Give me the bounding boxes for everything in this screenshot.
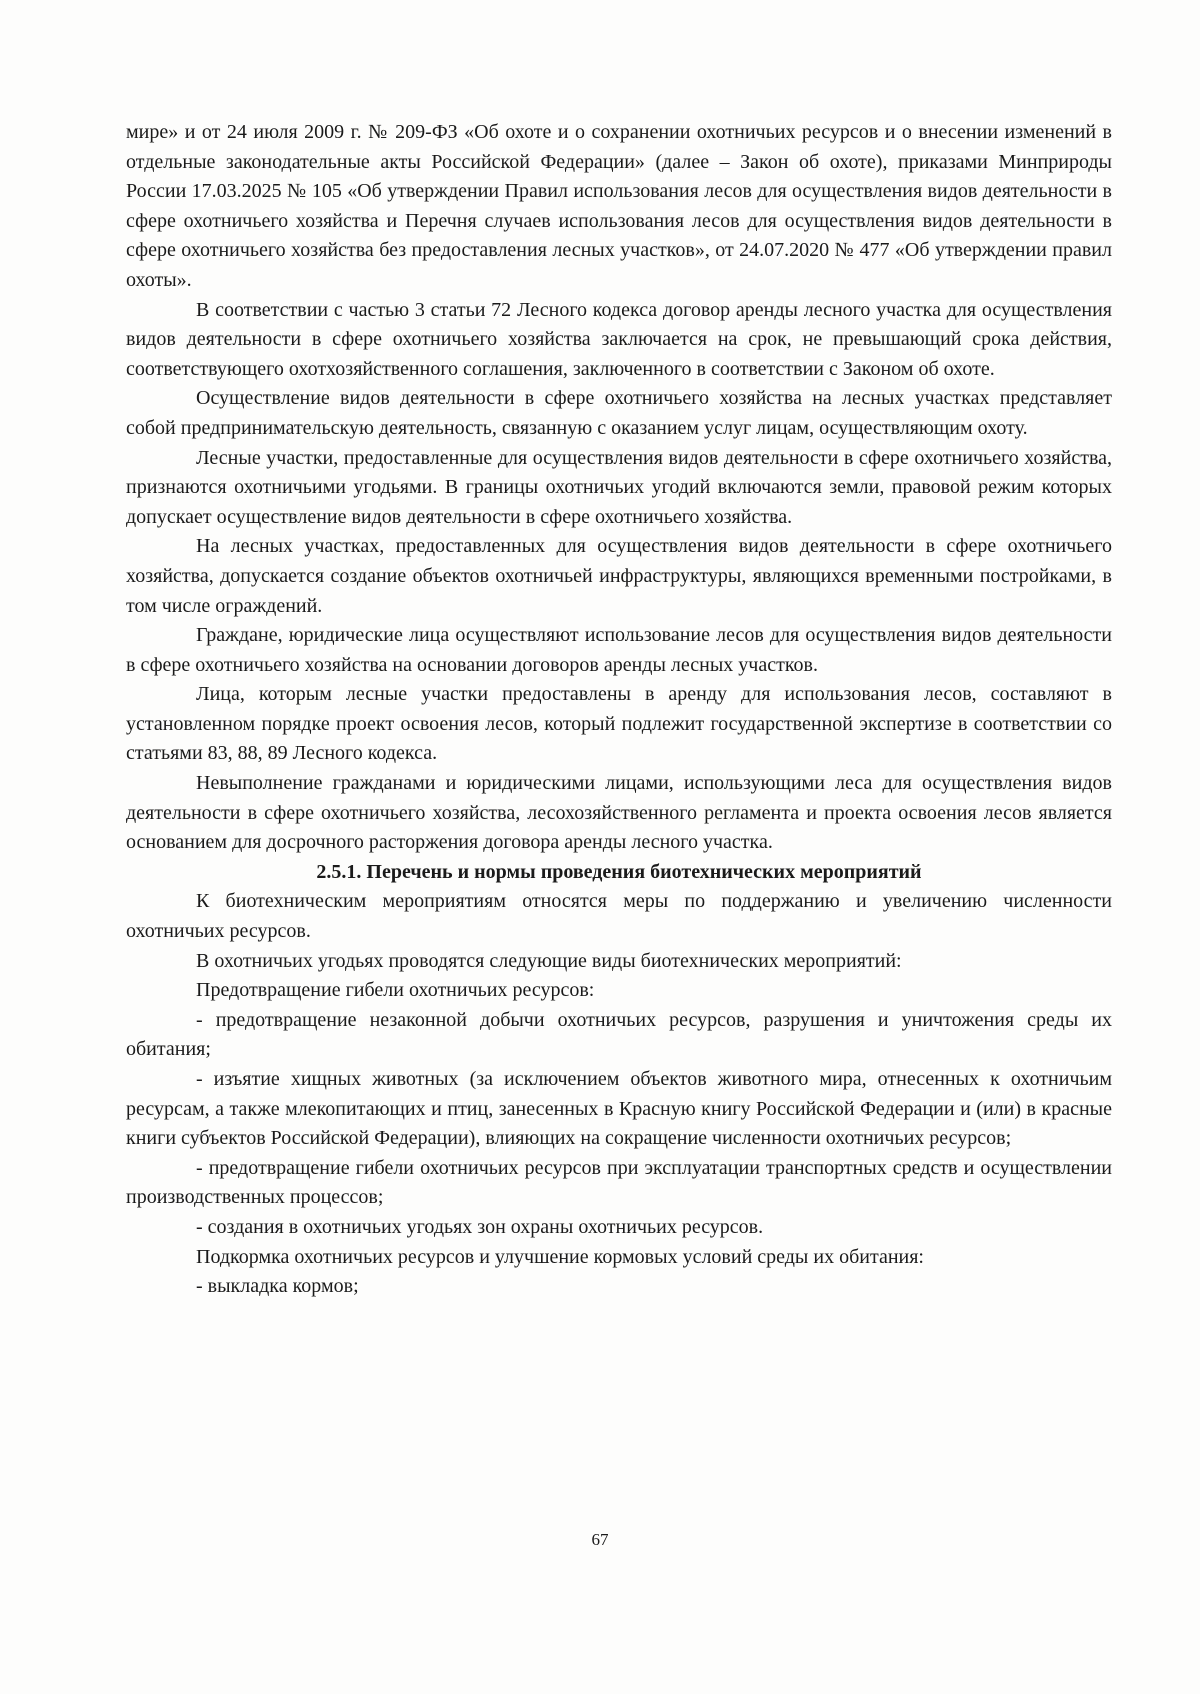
- list-item-1: - предотвращение незаконной добычи охотничьих ресурсов, разрушения и уничтожения среды их обитания;: [126, 1008, 1112, 1061]
- paragraph-4: Лесные участки, предоставленные для осуществления видов деятельности в сфере охотничьего хозяйства, признаются охотничьими угодьями. В границы охотничьих угодий включаются земли, правовой режим которых допускает осуществление видов деятельности в сфере охотничьего хозяйства.: [126, 446, 1112, 528]
- list-item-5: - выкладка кормов;: [196, 1275, 359, 1298]
- paragraph-10: В охотничьих угодьях проводятся следующие виды биотехнических мероприятий:: [196, 949, 902, 972]
- paragraph-6: Граждане, юридические лица осуществляют использование лесов для осуществления видов деятельности в сфере охотничьего хозяйства на основании договоров аренды лесных участков.: [126, 624, 1112, 676]
- page-number: 67: [591, 1530, 609, 1549]
- paragraph-9: К биотехническим мероприятиям относятся меры по поддержанию и увеличению численности охотничьих ресурсов.: [126, 890, 1112, 943]
- list-item-4: - создания в охотничьих угодьях зон охраны охотничьих ресурсов.: [196, 1215, 764, 1238]
- paragraph-2: В соответствии с частью 3 статьи 72 Лесного кодекса договор аренды лесного участка для осуществления видов деятельности в сфере охотничьего хозяйства заключается на срок, не превышающий срока действия, соответствующего охотхозяйственного соглашения, заключенного в соответствии с Законом об охоте.: [126, 298, 1112, 380]
- list-item-2: - изъятие хищных животных (за исключением объектов животного мира, отнесенных к охотничьим ресурсам, а также млекопитающих и птиц, занесенных в Красную книгу Российской Федерации и (или) в красные книги субъектов Российской Федерации), влияющих на сокращение численности охотничьих ресурсов;: [126, 1068, 1112, 1150]
- list-item-3: - предотвращение гибели охотничьих ресурсов при эксплуатации транспортных средств и осуществлении производственных процессов;: [126, 1156, 1112, 1209]
- paragraph-12: Подкормка охотничьих ресурсов и улучшение кормовых условий среды их обитания:: [196, 1245, 924, 1268]
- paragraph-7: Лица, которым лесные участки предоставлены в аренду для использования лесов, составляют в установленном порядке проект освоения лесов, который подлежит государственной экспертизе в соответствии со статьями 83, 88, 89 Лесного кодекса.: [126, 683, 1112, 765]
- paragraph-5: На лесных участках, предоставленных для осуществления видов деятельности в сфере охотничьего хозяйства, допускается создание объектов охотничьей инфраструктуры, являющихся временными постройками, в том числе ограждений.: [126, 535, 1112, 617]
- paragraph-1: мире» и от 24 июля 2009 г. № 209-ФЗ «Об охоте и о сохранении охотничьих ресурсов и о внесении изменений в отдельные законодательные акты Российской Федерации» (далее – Закон об охоте), приказами Минприроды России 17.03.2025 № 105 «Об утверждении Правил использования лесов для осуществления видов деятельности в сфере охотничьего хозяйства и Перечня случаев использования лесов для осуществления видов деятельности в сфере охотничьего хозяйства без предоставления лесных участков», от 24.07.2020 № 477 «Об утверждении правил охоты».: [126, 121, 1112, 291]
- paragraph-11: Предотвращение гибели охотничьих ресурсов:: [196, 979, 595, 1002]
- paragraph-8: Невыполнение гражданами и юридическими лицами, использующими леса для осуществления видов деятельности в сфере охотничьего хозяйства, лесохозяйственного регламента и проекта освоения лесов является основанием для досрочного расторжения договора аренды лесного участка.: [126, 772, 1112, 854]
- section-subheading: 2.5.1. Перечень и нормы проведения биотехнических мероприятий: [316, 860, 922, 883]
- paragraph-3: Осуществление видов деятельности в сфере охотничьего хозяйства на лесных участках представляет собой предпринимательскую деятельность, связанную с оказанием услуг лицам, осуществляющим охоту.: [126, 387, 1112, 439]
- document-body: [126, 118, 1112, 1302]
